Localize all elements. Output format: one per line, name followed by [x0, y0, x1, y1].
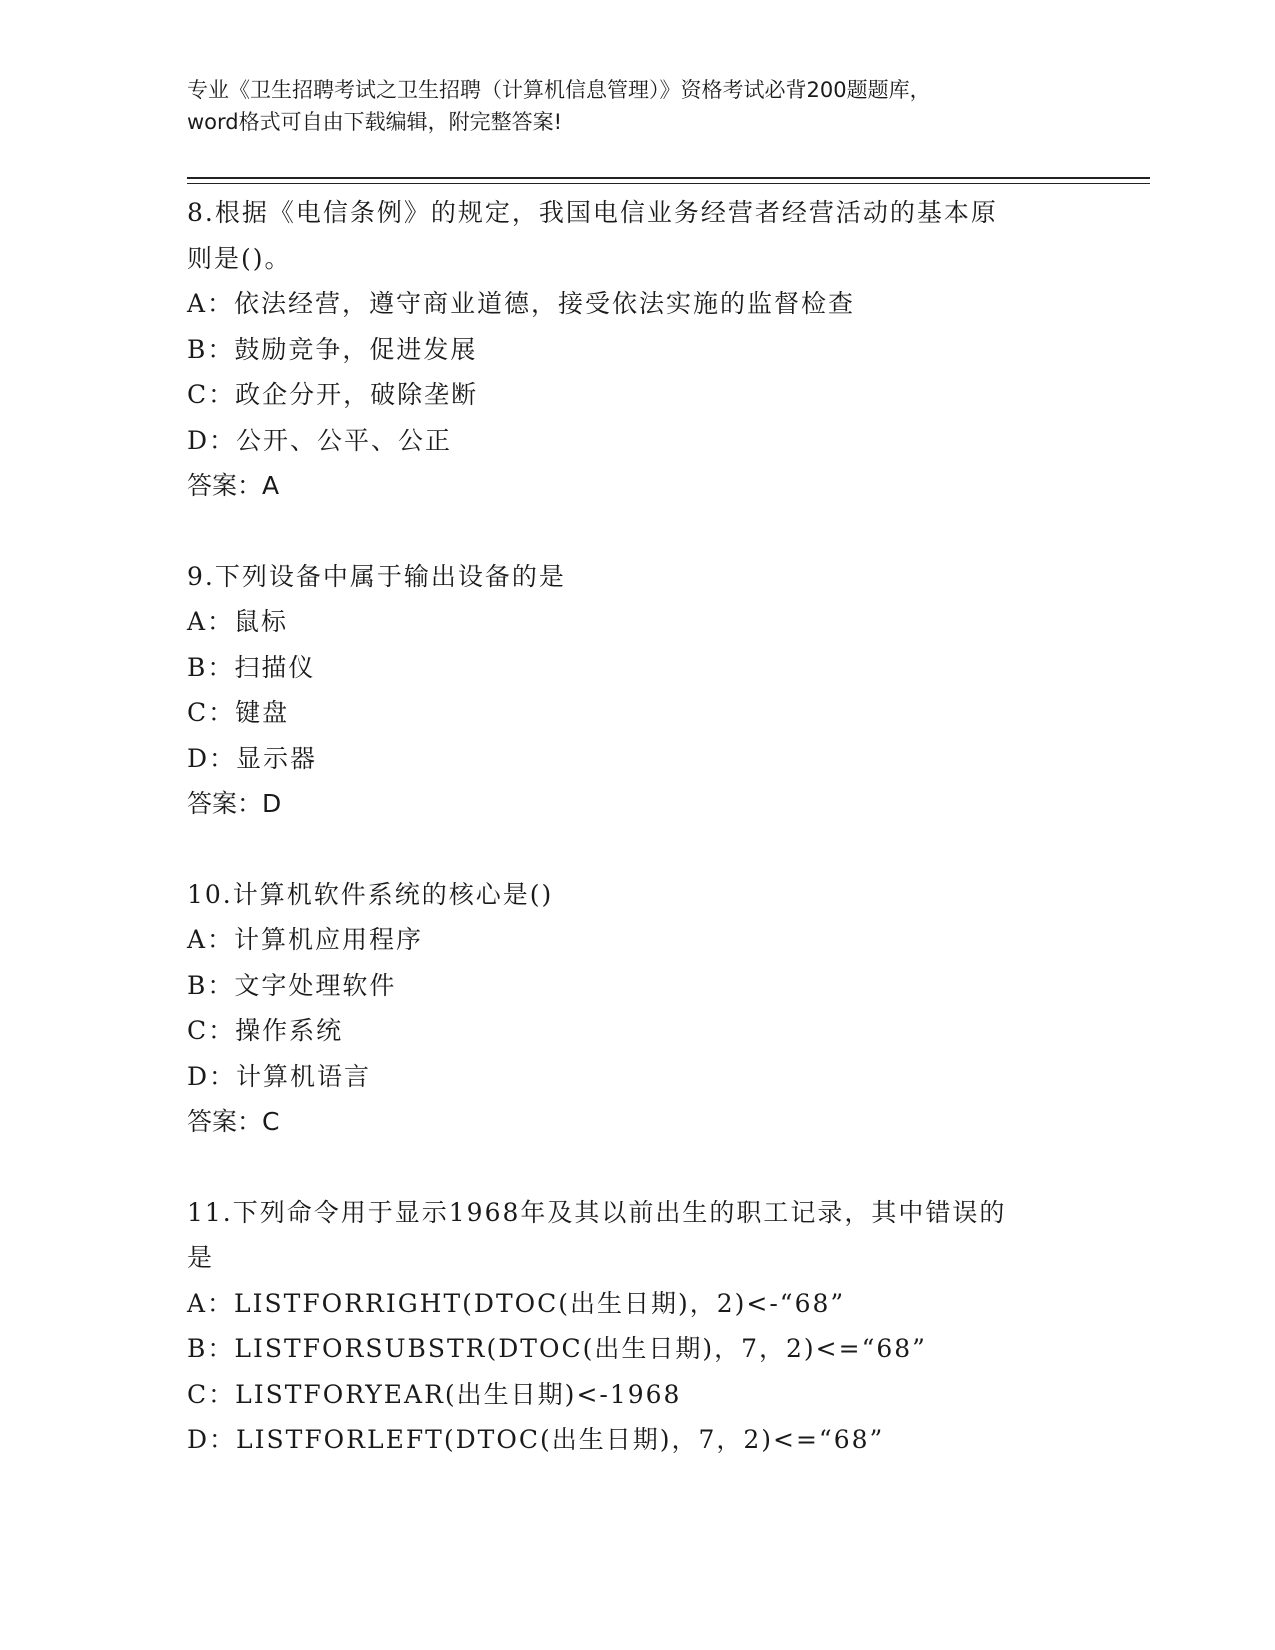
question-list [187, 190, 1087, 1508]
question-stem: 11.下列命令用于显示1968年及其以前出生的职工记录，其中错误的 [187, 1197, 1007, 1227]
question-11 [187, 1190, 1087, 1463]
question-stem: 则是()。 [187, 243, 292, 273]
question-9 [187, 554, 1087, 827]
option-a: A：鼠标 [187, 607, 289, 636]
option-b: B：扫描仪 [187, 652, 316, 682]
option-c: C：政企分开，破除垄断 [187, 380, 479, 409]
option-d: D：显示器 [187, 743, 318, 773]
answer-label: 答案：A [187, 471, 280, 500]
header-line-1: 专业《卫生招聘考试之卫生招聘（计算机信息管理）》资格考试必背200题题库， [187, 78, 931, 102]
option-b: B：LISTFORSUBSTR(DTOC(出生日期)，7，2)<=“68” [187, 1334, 927, 1363]
question-10 [187, 872, 1087, 1145]
question-stem: 10.计算机软件系统的核心是() [187, 879, 554, 909]
option-d: D：公开、公平、公正 [187, 425, 453, 455]
option-b: B：文字处理软件 [187, 970, 397, 1000]
option-a: A：依法经营，遵守商业道德，接受依法实施的监督检查 [187, 289, 856, 318]
header-divider-thin [187, 183, 1150, 184]
question-stem: 8.根据《电信条例》的规定，我国电信业务经营者经营活动的基本原 [187, 198, 998, 227]
header-divider-thick [187, 177, 1150, 179]
option-d: D：LISTFORLEFT(DTOC(出生日期)，7，2)<=“68” [187, 1425, 885, 1454]
header-line-2: word格式可自由下载编辑，附完整答案! [187, 110, 563, 134]
answer-label: 答案：C [187, 1107, 280, 1136]
question-stem: 9.下列设备中属于输出设备的是 [187, 561, 566, 591]
option-a: A：计算机应用程序 [187, 925, 424, 954]
option-c: C：LISTFORYEAR(出生日期)<-1968 [187, 1379, 682, 1409]
question-8 [187, 190, 1087, 509]
option-c: C：键盘 [187, 698, 290, 727]
option-b: B：鼓励竞争，促进发展 [187, 334, 478, 364]
answer-label: 答案：D [187, 789, 282, 818]
option-d: D：计算机语言 [187, 1061, 372, 1091]
question-stem: 是 [187, 1243, 215, 1272]
option-a: A：LISTFORRIGHT(DTOC(出生日期)，2)<-“68” [187, 1288, 846, 1318]
option-c: C：操作系统 [187, 1016, 344, 1045]
document-header [187, 74, 1087, 138]
